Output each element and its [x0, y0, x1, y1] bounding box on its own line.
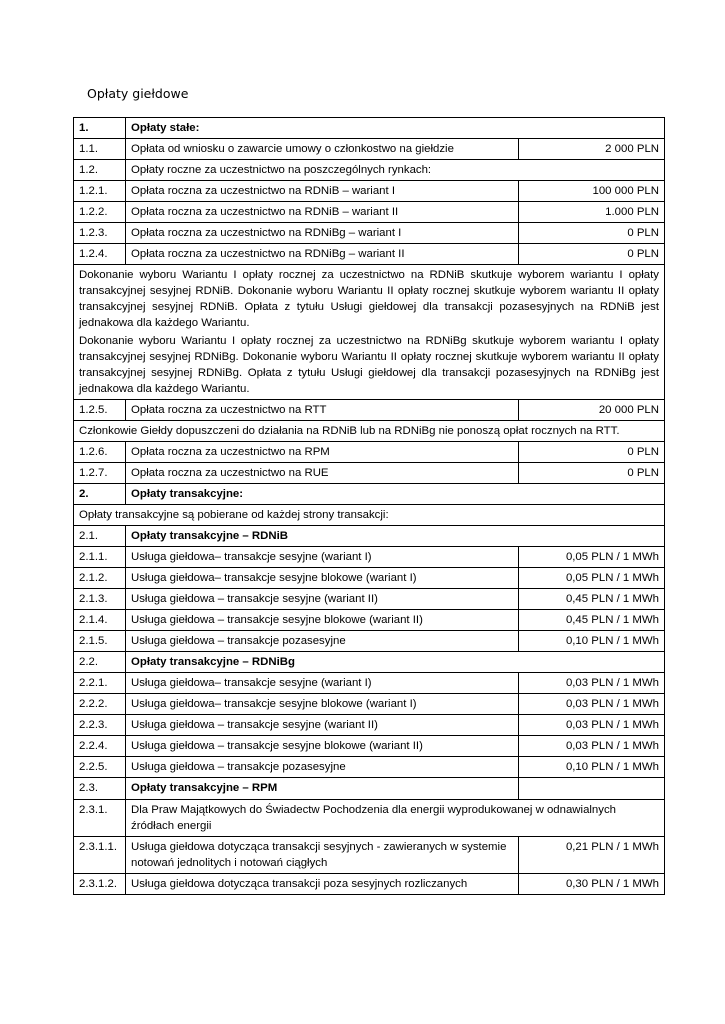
note-row [74, 421, 665, 442]
fee-row [74, 202, 665, 223]
fee-amount: 1.000 PLN [519, 202, 665, 223]
fee-description: Usługa giełdowa– transakcje sesyjne (wariant I) [126, 547, 519, 568]
note-row [74, 505, 665, 526]
row-number: 2.1.5. [74, 631, 126, 652]
subsection-heading: Opłaty transakcyjne – RPM [126, 778, 519, 800]
fee-amount: 0,45 PLN / 1 MWh [519, 610, 665, 631]
page-title: Opłaty giełdowe [87, 86, 189, 101]
empty-cell [519, 778, 665, 800]
fee-row [74, 874, 665, 895]
row-number: 1.2.4. [74, 244, 126, 265]
row-number: 2.3.1.2. [74, 874, 126, 895]
fee-description: Usługa giełdowa dotycząca transakcji sesyjnych - zawieranych w systemie notowań jednolitych i notowań ciągłych [126, 837, 519, 874]
fee-row [74, 694, 665, 715]
fee-description: Usługa giełdowa– transakcje sesyjne blokowe (wariant I) [126, 694, 519, 715]
fee-description: Opłata roczna za uczestnictwo na RTT [126, 400, 519, 421]
row-number: 1. [74, 118, 126, 139]
row-number: 2. [74, 484, 126, 505]
rtt-note: Członkowie Giełdy dopuszczeni do działania na RDNiB lub na RDNiBg nie ponoszą opłat rocznych na RTT. [74, 421, 665, 442]
variant-note [74, 265, 665, 400]
fee-row [74, 589, 665, 610]
subsection-heading: Opłaty transakcyjne – RDNiBg [126, 652, 665, 673]
row-number: 1.2.7. [74, 463, 126, 484]
fee-amount: 0 PLN [519, 223, 665, 244]
fee-amount: 0,03 PLN / 1 MWh [519, 715, 665, 736]
row-number: 1.2.3. [74, 223, 126, 244]
row-number: 2.3.1.1. [74, 837, 126, 874]
fee-row [74, 463, 665, 484]
fee-row [74, 631, 665, 652]
section-heading: Opłaty transakcyjne: [126, 484, 665, 505]
fee-description: Usługa giełdowa– transakcje sesyjne blokowe (wariant I) [126, 568, 519, 589]
fee-description: Usługa giełdowa – transakcje sesyjne (wariant II) [126, 715, 519, 736]
row-number: 2.3.1. [74, 800, 126, 837]
row-number: 1.2.1. [74, 181, 126, 202]
row-number: 1.1. [74, 139, 126, 160]
row-number: 2.2.1. [74, 673, 126, 694]
fee-description: Opłata roczna za uczestnictwo na RPM [126, 442, 519, 463]
subsection-description: Opłaty roczne za uczestnictwo na poszczególnych rynkach: [126, 160, 665, 181]
row-number: 2.2.5. [74, 757, 126, 778]
note-paragraph: Dokonanie wyboru Wariantu I opłaty rocznej za uczestnictwo na RDNiBg skutkuje wyborem wariantu I opłaty transakcyjnej sesyjnej RDNiBg. Dokonanie wyboru Wariantu II opłaty rocznej skutkuje wyborem wariantu II opłaty transakcyjnej sesyjnej RDNiBg. Opłata z tytułu Usługi giełdowej dla transakcji pozasesyjnych na RDNiBg jest jednakowa dla każdego Wariantu. [79, 335, 659, 395]
fee-description: Usługa giełdowa – transakcje sesyjne blokowe (wariant II) [126, 610, 519, 631]
fee-amount: 0 PLN [519, 463, 665, 484]
fee-row [74, 139, 665, 160]
fee-amount: 20 000 PLN [519, 400, 665, 421]
fee-amount: 0,21 PLN / 1 MWh [519, 837, 665, 874]
fee-description: Usługa giełdowa– transakcje sesyjne (wariant I) [126, 673, 519, 694]
fee-amount: 0,05 PLN / 1 MWh [519, 568, 665, 589]
fee-description: Opłata roczna za uczestnictwo na RDNiB – wariant II [126, 202, 519, 223]
section-row [74, 484, 665, 505]
row-number: 1.2.6. [74, 442, 126, 463]
fee-description: Usługa giełdowa – transakcje sesyjne (wariant II) [126, 589, 519, 610]
fee-amount: 0,10 PLN / 1 MWh [519, 631, 665, 652]
row-number: 1.2.2. [74, 202, 126, 223]
fee-row [74, 547, 665, 568]
subsection-row [74, 778, 665, 800]
subsection-row [74, 800, 665, 837]
fee-row [74, 400, 665, 421]
row-number: 2.2.3. [74, 715, 126, 736]
fee-row [74, 757, 665, 778]
row-number: 2.2.4. [74, 736, 126, 757]
fee-row [74, 223, 665, 244]
subsection-description: Dla Praw Majątkowych do Świadectw Pochodzenia dla energii wyprodukowanej w odnawialnych źródłach energii [126, 800, 665, 837]
row-number: 2.2.2. [74, 694, 126, 715]
fee-amount: 2 000 PLN [519, 139, 665, 160]
fee-row [74, 244, 665, 265]
fee-amount: 0 PLN [519, 442, 665, 463]
section-heading: Opłaty stałe: [126, 118, 665, 139]
subsection-row [74, 652, 665, 673]
row-number: 1.2. [74, 160, 126, 181]
row-number: 2.3. [74, 778, 126, 800]
fee-row [74, 442, 665, 463]
fee-row [74, 181, 665, 202]
fee-description: Usługa giełdowa – transakcje sesyjne blokowe (wariant II) [126, 736, 519, 757]
fee-amount: 100 000 PLN [519, 181, 665, 202]
fee-amount: 0,10 PLN / 1 MWh [519, 757, 665, 778]
fee-description: Usługa giełdowa – transakcje pozasesyjne [126, 631, 519, 652]
subsection-heading: Opłaty transakcyjne – RDNiB [126, 526, 665, 547]
row-number: 1.2.5. [74, 400, 126, 421]
fee-description: Opłata roczna za uczestnictwo na RDNiBg – wariant II [126, 244, 519, 265]
fee-description: Usługa giełdowa dotycząca transakcji poza sesyjnych rozliczanych [126, 874, 519, 895]
fee-amount: 0,03 PLN / 1 MWh [519, 673, 665, 694]
fee-description: Opłata od wniosku o zawarcie umowy o członkostwo na giełdzie [126, 139, 519, 160]
section-row [74, 118, 665, 139]
subsection-row [74, 160, 665, 181]
transaction-note: Opłaty transakcyjne są pobierane od każdej strony transakcji: [74, 505, 665, 526]
fee-amount: 0,30 PLN / 1 MWh [519, 874, 665, 895]
row-number: 2.1.4. [74, 610, 126, 631]
fee-amount: 0,45 PLN / 1 MWh [519, 589, 665, 610]
row-number: 2.1.2. [74, 568, 126, 589]
row-number: 2.1.3. [74, 589, 126, 610]
fee-description: Usługa giełdowa – transakcje pozasesyjne [126, 757, 519, 778]
fee-amount: 0 PLN [519, 244, 665, 265]
fee-amount: 0,03 PLN / 1 MWh [519, 736, 665, 757]
fee-description: Opłata roczna za uczestnictwo na RDNiB – wariant I [126, 181, 519, 202]
fee-amount: 0,05 PLN / 1 MWh [519, 547, 665, 568]
fee-row [74, 568, 665, 589]
fee-description: Opłata roczna za uczestnictwo na RDNiBg – wariant I [126, 223, 519, 244]
fee-row [74, 736, 665, 757]
row-number: 2.1.1. [74, 547, 126, 568]
fee-amount: 0,03 PLN / 1 MWh [519, 694, 665, 715]
row-number: 2.2. [74, 652, 126, 673]
fee-row [74, 610, 665, 631]
note-row [74, 265, 665, 400]
fee-row [74, 837, 665, 874]
row-number: 2.1. [74, 526, 126, 547]
fee-row [74, 715, 665, 736]
note-paragraph: Dokonanie wyboru Wariantu I opłaty rocznej za uczestnictwo na RDNiB skutkuje wyborem wariantu I opłaty transakcyjnej sesyjnej RDNiB. Dokonanie wyboru Wariantu II opłaty rocznej skutkuje wyborem wariantu II opłaty transakcyjnej sesyjnej RDNiB. Opłata z tytułu Usługi giełdowej dla transakcji pozasesyjnych na RDNiB jest jednakowa dla każdego Wariantu. [79, 269, 659, 329]
fee-description: Opłata roczna za uczestnictwo na RUE [126, 463, 519, 484]
fees-table [73, 117, 665, 895]
subsection-row [74, 526, 665, 547]
fee-row [74, 673, 665, 694]
